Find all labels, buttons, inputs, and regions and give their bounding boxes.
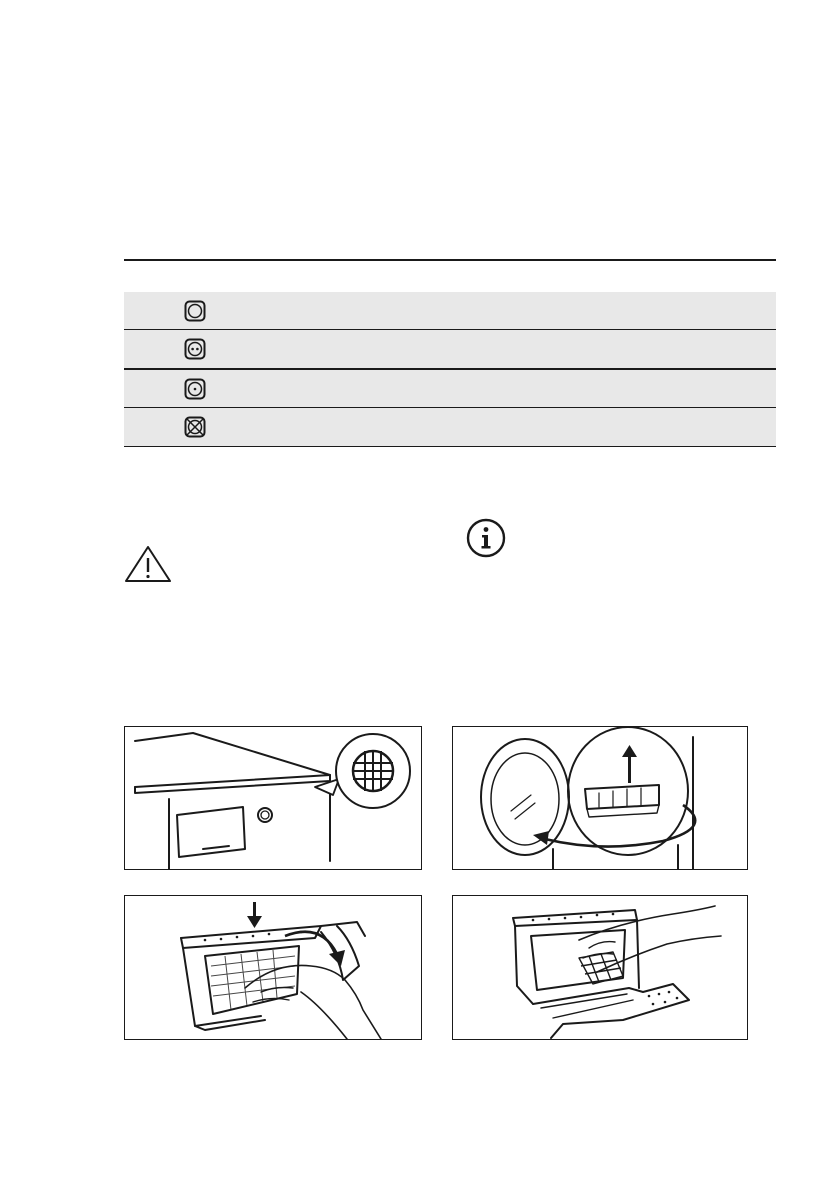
tumble-dry-high-heat-icon [184, 338, 206, 360]
table-row [124, 330, 776, 368]
dryer-filter-location-illustration [124, 726, 422, 870]
table-top-rule [124, 259, 776, 261]
tumble-dry-low-heat-icon [184, 378, 206, 400]
tumble-dry-normal-icon [184, 300, 206, 322]
remove-door-filter-illustration [452, 726, 748, 870]
do-not-tumble-dry-icon [184, 416, 206, 438]
table-row [124, 292, 776, 329]
open-filter-illustration [124, 895, 422, 1040]
table-bottom-rule [124, 446, 776, 447]
table-row [124, 408, 776, 446]
clean-filter-by-hand-illustration [452, 895, 748, 1040]
table-row [124, 370, 776, 407]
info-icon [466, 518, 506, 558]
care-symbol-table [124, 259, 776, 447]
warning-triangle-icon [124, 545, 172, 583]
